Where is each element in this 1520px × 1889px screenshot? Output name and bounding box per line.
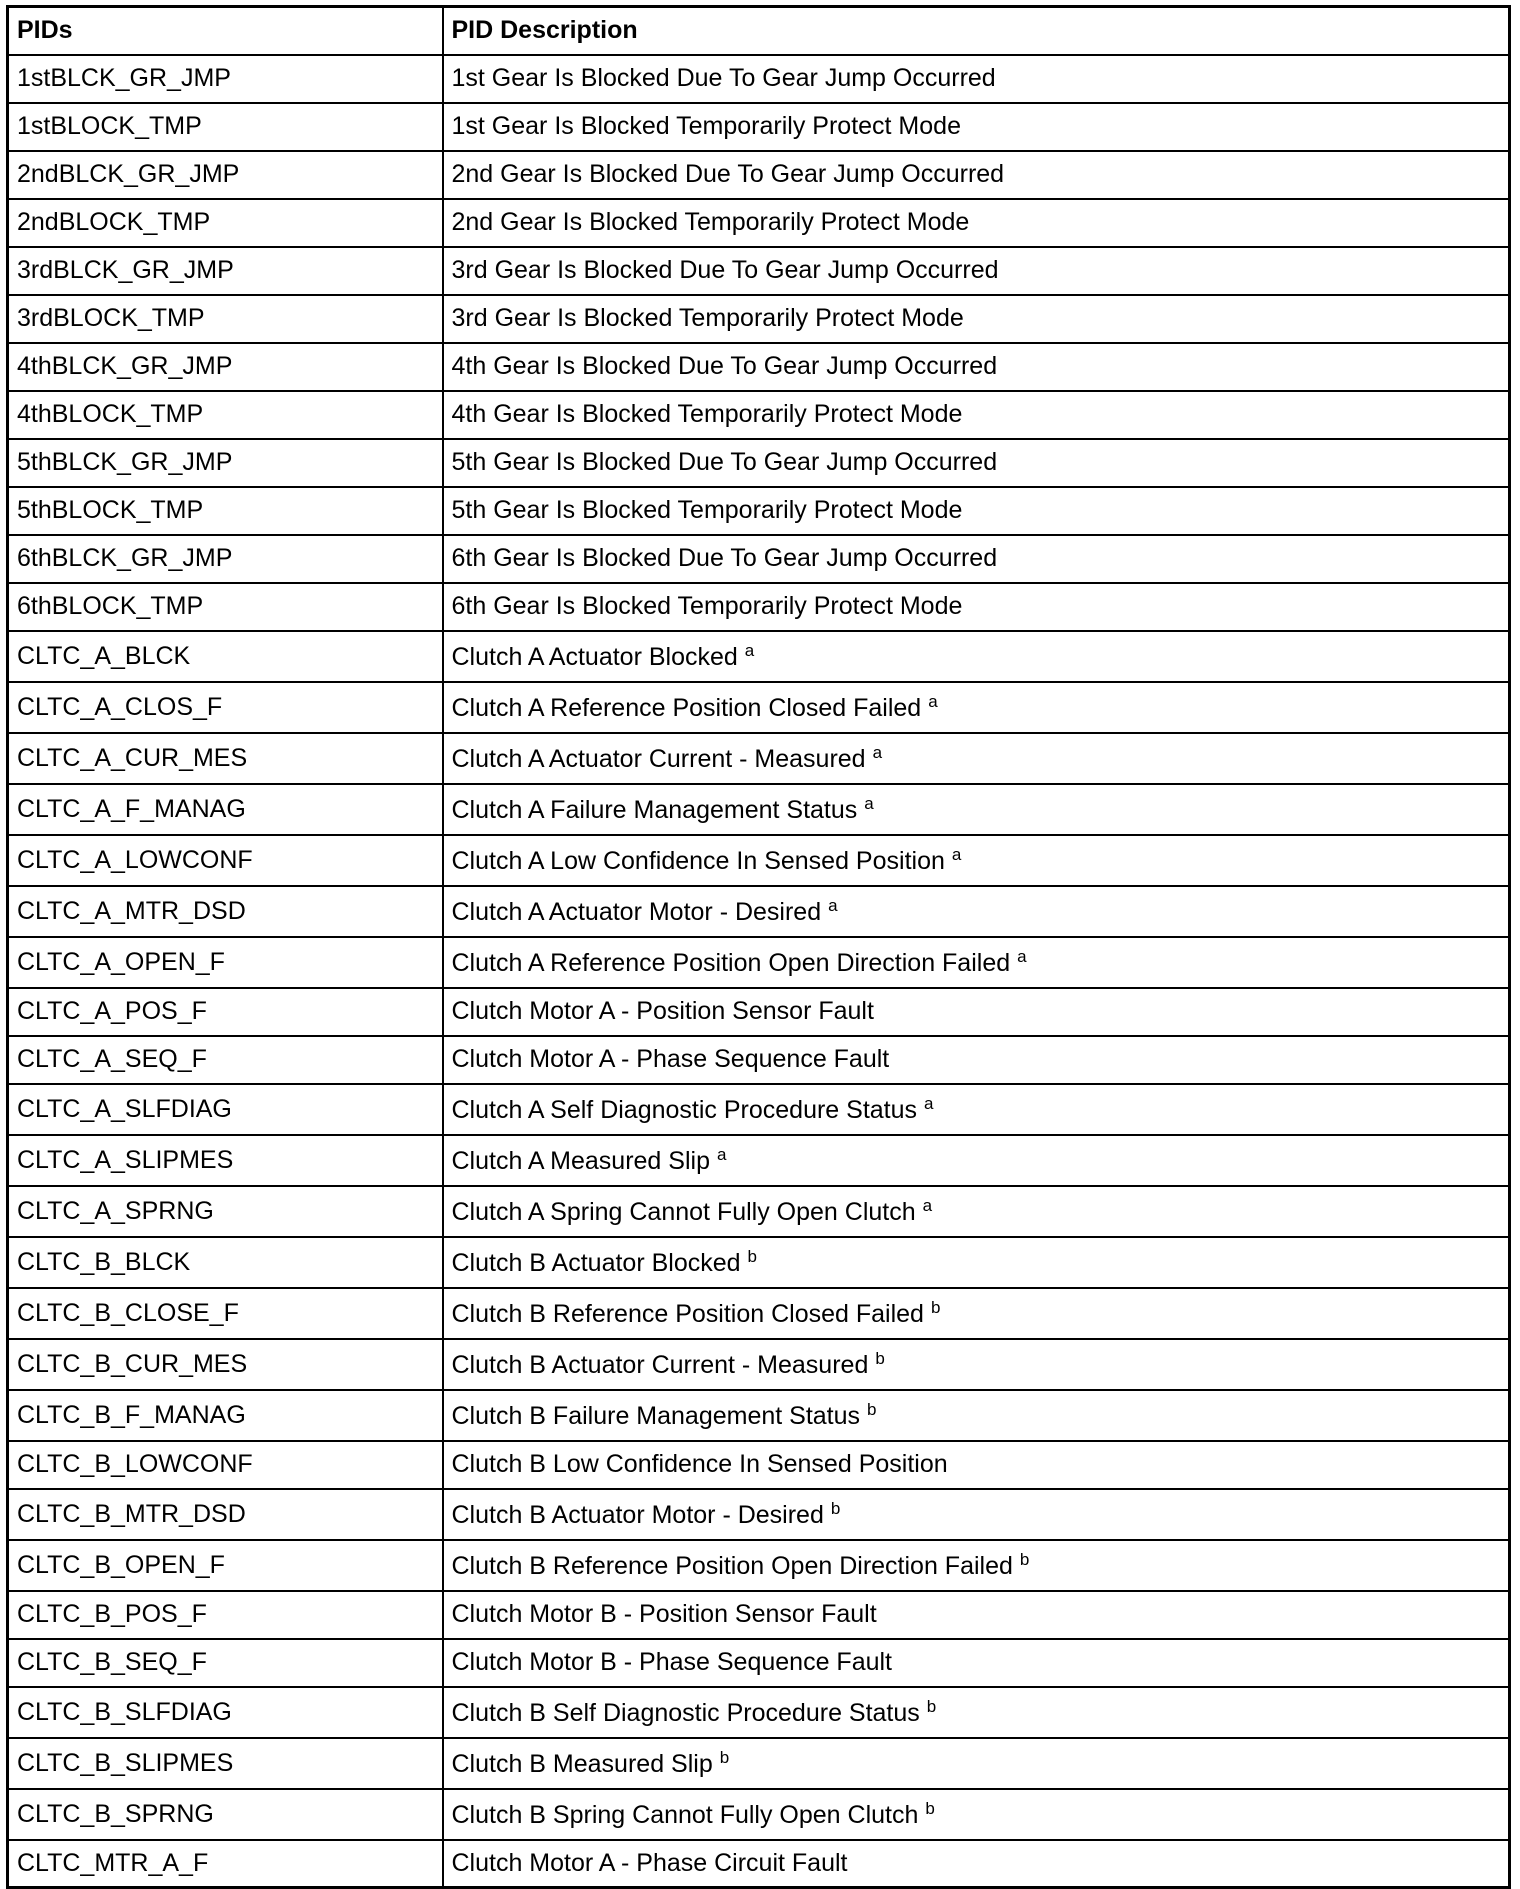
pid-cell: 5thBLCK_GR_JMP: [8, 439, 443, 487]
table-row: [8, 1084, 1510, 1135]
description-text: 4th Gear Is Blocked Due To Gear Jump Occurred: [451, 352, 998, 380]
footnote-marker: a: [951, 844, 962, 864]
description-text: Clutch A Spring Cannot Fully Open Clutch: [451, 1197, 916, 1226]
pid-cell: CLTC_A_SLIPMES: [8, 1135, 443, 1186]
description-text: Clutch B Spring Cannot Fully Open Clutch: [451, 1800, 919, 1829]
table-row: [8, 1789, 1510, 1840]
table-row: [8, 1639, 1510, 1687]
pid-cell: CLTC_B_OPEN_F: [8, 1540, 443, 1591]
description-text: Clutch A Actuator Motor - Desired: [451, 897, 822, 926]
description-cell: [443, 199, 1510, 247]
footnote-marker: b: [867, 1399, 877, 1419]
table-row: [8, 784, 1510, 835]
table-row: [8, 733, 1510, 784]
description-text: 1st Gear Is Blocked Temporarily Protect Mode: [451, 112, 961, 140]
description-cell: [443, 1540, 1510, 1591]
description-cell: [443, 1237, 1510, 1288]
footnote-marker: a: [744, 640, 755, 660]
table-row: [8, 1687, 1510, 1738]
pid-cell: CLTC_A_SLFDIAG: [8, 1084, 443, 1135]
table-row: [8, 391, 1510, 439]
pid-cell: 4thBLOCK_TMP: [8, 391, 443, 439]
description-cell: [443, 1390, 1510, 1441]
description-cell: [443, 835, 1510, 886]
table-row: [8, 682, 1510, 733]
table-row: [8, 439, 1510, 487]
description-text: Clutch B Reference Position Closed Failed: [451, 1299, 924, 1328]
description-cell: [443, 1135, 1510, 1186]
description-text: Clutch A Self Diagnostic Procedure Status: [451, 1095, 918, 1124]
description-text: Clutch B Self Diagnostic Procedure Status: [451, 1698, 920, 1727]
description-text: Clutch Motor B - Position Sensor Fault: [451, 1600, 877, 1628]
pid-cell: 1stBLOCK_TMP: [8, 103, 443, 151]
pid-cell: CLTC_B_LOWCONF: [8, 1441, 443, 1489]
pid-cell: CLTC_B_SLFDIAG: [8, 1687, 443, 1738]
description-text: Clutch B Low Confidence In Sensed Position: [451, 1450, 948, 1478]
table-row: [8, 103, 1510, 151]
description-text: Clutch B Actuator Blocked: [451, 1248, 741, 1277]
description-text: Clutch A Failure Management Status: [451, 795, 858, 824]
table-row: [8, 988, 1510, 1036]
pid-cell: 1stBLCK_GR_JMP: [8, 55, 443, 103]
table-row: [8, 886, 1510, 937]
table-row: [8, 1339, 1510, 1390]
table-row: [8, 1288, 1510, 1339]
description-cell: [443, 1288, 1510, 1339]
description-cell: [443, 733, 1510, 784]
table-row: [8, 343, 1510, 391]
description-text: Clutch A Reference Position Closed Failed: [451, 693, 922, 722]
table-row: [8, 1441, 1510, 1489]
table-row: [8, 1489, 1510, 1540]
pid-cell: CLTC_B_POS_F: [8, 1591, 443, 1639]
header-row: [8, 7, 1510, 55]
description-text: Clutch B Actuator Motor - Desired: [451, 1500, 824, 1529]
description-text: 4th Gear Is Blocked Temporarily Protect Mode: [451, 400, 963, 428]
description-text: Clutch A Actuator Blocked: [451, 642, 738, 671]
pid-cell: 4thBLCK_GR_JMP: [8, 343, 443, 391]
pid-cell: CLTC_A_SEQ_F: [8, 1036, 443, 1084]
footnote-marker: a: [716, 1144, 727, 1164]
description-cell: [443, 295, 1510, 343]
description-text: 2nd Gear Is Blocked Temporarily Protect Mode: [451, 208, 970, 236]
description-text: Clutch A Reference Position Open Direction Failed: [451, 948, 1011, 977]
table-row: [8, 631, 1510, 682]
footnote-marker: a: [924, 1093, 934, 1113]
pid-cell: CLTC_B_MTR_DSD: [8, 1489, 443, 1540]
pid-column-header: PIDs: [8, 7, 443, 55]
pid-cell: CLTC_A_CUR_MES: [8, 733, 443, 784]
description-column-header: PID Description: [443, 7, 1510, 55]
pid-cell: 6thBLOCK_TMP: [8, 583, 443, 631]
description-cell: [443, 1339, 1510, 1390]
description-cell: [443, 631, 1510, 682]
pid-cell: CLTC_B_SPRNG: [8, 1789, 443, 1840]
pid-cell: CLTC_B_CLOSE_F: [8, 1288, 443, 1339]
description-cell: [443, 1084, 1510, 1135]
pid-cell: CLTC_B_SLIPMES: [8, 1738, 443, 1789]
description-cell: [443, 1186, 1510, 1237]
pid-cell: CLTC_A_CLOS_F: [8, 682, 443, 733]
description-text: Clutch B Actuator Current - Measured: [451, 1350, 869, 1379]
description-text: Clutch A Actuator Current - Measured: [451, 744, 866, 773]
description-cell: [443, 1789, 1510, 1840]
pid-cell: CLTC_A_LOWCONF: [8, 835, 443, 886]
description-text: 3rd Gear Is Blocked Temporarily Protect Mode: [451, 304, 964, 332]
footnote-marker: a: [1017, 946, 1027, 966]
description-cell: [443, 343, 1510, 391]
pid-cell: 2ndBLOCK_TMP: [8, 199, 443, 247]
footnote-marker: a: [864, 793, 874, 813]
description-text: Clutch A Measured Slip: [451, 1146, 710, 1175]
table-row: [8, 535, 1510, 583]
table-row: [8, 295, 1510, 343]
table-row: [8, 1390, 1510, 1441]
description-text: Clutch Motor A - Phase Circuit Fault: [451, 1848, 848, 1877]
table-row: [8, 937, 1510, 988]
description-cell: [443, 1639, 1510, 1687]
description-text: Clutch Motor A - Position Sensor Fault: [451, 997, 874, 1025]
description-text: Clutch B Measured Slip: [451, 1749, 713, 1778]
description-cell: [443, 784, 1510, 835]
footnote-marker: a: [928, 691, 938, 711]
footnote-marker: b: [719, 1747, 730, 1767]
description-text: Clutch B Failure Management Status: [451, 1401, 861, 1430]
description-cell: [443, 682, 1510, 733]
description-cell: [443, 247, 1510, 295]
description-cell: [443, 583, 1510, 631]
description-cell: [443, 1036, 1510, 1084]
description-cell: [443, 988, 1510, 1036]
description-text: 6th Gear Is Blocked Due To Gear Jump Occurred: [451, 544, 998, 572]
table-row: [8, 1237, 1510, 1288]
description-cell: [443, 937, 1510, 988]
pid-table: [6, 5, 1511, 1889]
pid-cell: CLTC_A_SPRNG: [8, 1186, 443, 1237]
description-text: 5th Gear Is Blocked Temporarily Protect Mode: [451, 496, 963, 524]
pid-cell: 3rdBLCK_GR_JMP: [8, 247, 443, 295]
table-row: [8, 1591, 1510, 1639]
footnote-marker: a: [922, 1195, 933, 1215]
description-text: Clutch Motor A - Phase Sequence Fault: [451, 1045, 890, 1073]
description-cell: [443, 535, 1510, 583]
table-row: [8, 583, 1510, 631]
description-text: 3rd Gear Is Blocked Due To Gear Jump Occurred: [451, 256, 999, 284]
table-row: [8, 1540, 1510, 1591]
description-cell: [443, 391, 1510, 439]
pid-cell: CLTC_A_F_MANAG: [8, 784, 443, 835]
pid-cell: CLTC_B_F_MANAG: [8, 1390, 443, 1441]
footnote-marker: b: [930, 1297, 941, 1317]
table-row: [8, 1840, 1510, 1888]
description-cell: [443, 1441, 1510, 1489]
pid-cell: 2ndBLCK_GR_JMP: [8, 151, 443, 199]
table-row: [8, 835, 1510, 886]
description-cell: [443, 55, 1510, 103]
description-cell: [443, 1687, 1510, 1738]
pid-cell: CLTC_B_CUR_MES: [8, 1339, 443, 1390]
table-row: [8, 1036, 1510, 1084]
table-row: [8, 55, 1510, 103]
description-text: 5th Gear Is Blocked Due To Gear Jump Occurred: [451, 448, 998, 476]
description-text: Clutch Motor B - Phase Sequence Fault: [451, 1648, 893, 1676]
footnote-marker: b: [830, 1498, 841, 1518]
pid-cell: CLTC_MTR_A_F: [8, 1840, 443, 1888]
pid-cell: 6thBLCK_GR_JMP: [8, 535, 443, 583]
description-cell: [443, 1738, 1510, 1789]
description-cell: [443, 1591, 1510, 1639]
table-row: [8, 151, 1510, 199]
description-cell: [443, 103, 1510, 151]
table-row: [8, 1135, 1510, 1186]
pid-cell: CLTC_A_MTR_DSD: [8, 886, 443, 937]
description-cell: [443, 487, 1510, 535]
pid-cell: CLTC_B_SEQ_F: [8, 1639, 443, 1687]
pid-cell: 3rdBLOCK_TMP: [8, 295, 443, 343]
pid-cell: CLTC_B_BLCK: [8, 1237, 443, 1288]
table-row: [8, 247, 1510, 295]
description-text: 6th Gear Is Blocked Temporarily Protect Mode: [451, 592, 963, 620]
footnote-marker: b: [875, 1348, 885, 1368]
table-row: [8, 1738, 1510, 1789]
table-row: [8, 199, 1510, 247]
description-text: Clutch A Low Confidence In Sensed Position: [451, 846, 945, 875]
table-row: [8, 1186, 1510, 1237]
footnote-marker: b: [925, 1798, 935, 1818]
pid-cell: CLTC_A_OPEN_F: [8, 937, 443, 988]
description-cell: [443, 439, 1510, 487]
pid-cell: CLTC_A_POS_F: [8, 988, 443, 1036]
description-text: 2nd Gear Is Blocked Due To Gear Jump Occurred: [451, 160, 1005, 188]
table-row: [8, 487, 1510, 535]
description-text: Clutch B Reference Position Open Direction Failed: [451, 1551, 1013, 1580]
footnote-marker: b: [747, 1246, 758, 1266]
footnote-marker: b: [926, 1696, 937, 1716]
description-cell: [443, 1840, 1510, 1888]
description-cell: [443, 1489, 1510, 1540]
footnote-marker: a: [828, 895, 838, 915]
description-cell: [443, 151, 1510, 199]
pid-cell: 5thBLOCK_TMP: [8, 487, 443, 535]
footnote-marker: b: [1019, 1549, 1030, 1569]
footnote-marker: a: [872, 742, 883, 762]
description-cell: [443, 886, 1510, 937]
pid-cell: CLTC_A_BLCK: [8, 631, 443, 682]
description-text: 1st Gear Is Blocked Due To Gear Jump Occurred: [451, 64, 996, 92]
